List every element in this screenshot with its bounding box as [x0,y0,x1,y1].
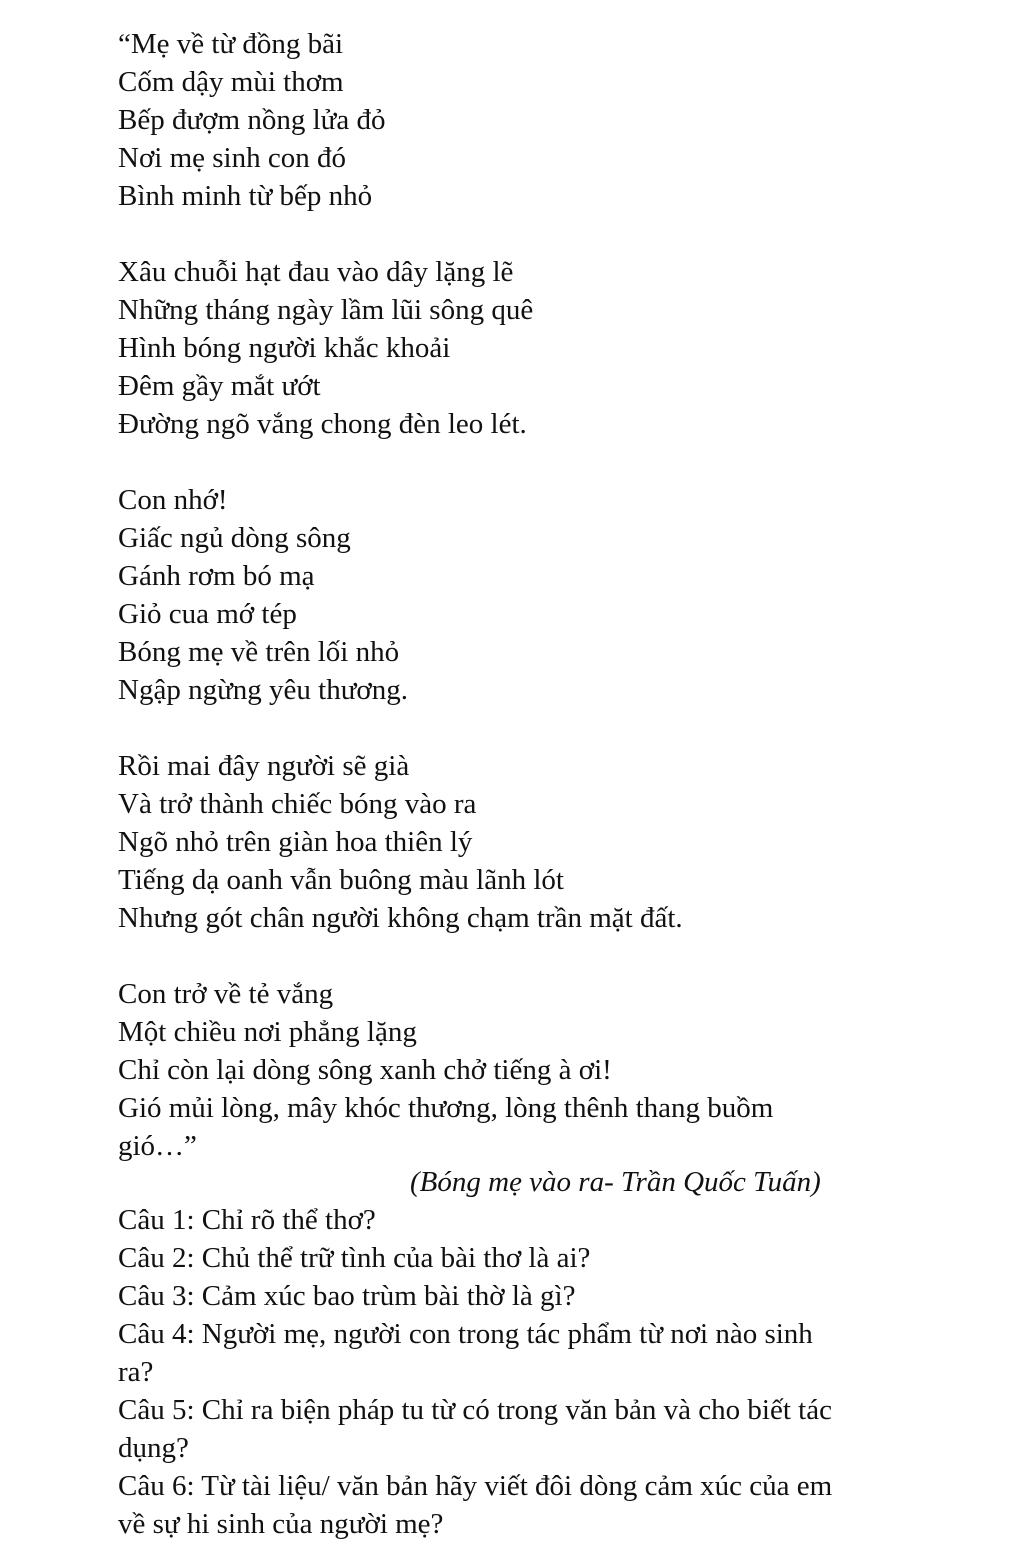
poem-line: Bếp đượm nồng lửa đỏ [118,104,386,136]
poem-line: Nơi mẹ sinh con đó [118,142,346,174]
poem-line: Hình bóng người khắc khoải [118,332,451,364]
poem-line: gió…” [118,1130,197,1162]
poem-line: Giấc ngủ dòng sông [118,522,351,554]
question-line: Câu 1: Chỉ rõ thể thơ? [118,1204,376,1236]
poem-line: Tiếng dạ oanh vẫn buông màu lãnh lót [118,864,564,896]
poem-line: Giỏ cua mớ tép [118,598,297,630]
poem-line: Đường ngõ vắng chong đèn leo lét. [118,408,527,440]
poem-line: Và trở thành chiếc bóng vào ra [118,788,477,820]
poem-line: Bóng mẹ về trên lối nhỏ [118,636,400,668]
poem-line: Bình minh từ bếp nhỏ [118,180,373,212]
poem-line: Gánh rơm bó mạ [118,560,315,592]
poem-line: Gió mủi lòng, mây khóc thương, lòng thênh thang buồm [118,1092,774,1124]
poem-line: Rồi mai đây người sẽ già [118,750,410,782]
question-line: Câu 3: Cảm xúc bao trùm bài thờ là gì? [118,1280,576,1312]
poem-line: Những tháng ngày lầm lũi sông quê [118,294,534,326]
question-line: Câu 2: Chủ thể trữ tình của bài thơ là ai? [118,1242,591,1274]
question-line: Câu 6: Từ tài liệu/ văn bản hãy viết đôi dòng cảm xúc của em [118,1470,833,1502]
poem-line: “Mẹ về từ đồng bãi [118,28,344,60]
poem-line: Con trở về tẻ vắng [118,978,334,1010]
poem-line: Ngập ngừng yêu thương. [118,674,409,706]
poem-line: Đêm gầy mắt ướt [118,370,321,402]
poem-line: Ngõ nhỏ trên giàn hoa thiên lý [118,826,473,858]
question-line: về sự hi sinh của người mẹ? [118,1508,444,1540]
poem-line: Cốm dậy mùi thơm [118,66,344,98]
question-line: dụng? [118,1432,189,1464]
poem-line: Nhưng gót chân người không chạm trần mặt đất. [118,902,683,934]
question-line: ra? [118,1356,154,1388]
poem-line: Con nhớ! [118,484,228,516]
poem-line: Xâu chuỗi hạt đau vào dây lặng lẽ [118,256,514,288]
poem-citation: (Bóng mẹ vào ra- Trần Quốc Tuấn) [410,1166,821,1198]
poem-line: Chỉ còn lại dòng sông xanh chở tiếng à ơi! [118,1054,612,1086]
poem-line: Một chiều nơi phẳng lặng [118,1016,417,1048]
question-line: Câu 4: Người mẹ, người con trong tác phẩm từ nơi nào sinh [118,1318,813,1350]
question-line: Câu 5: Chỉ ra biện pháp tu từ có trong văn bản và cho biết tác [118,1394,832,1426]
